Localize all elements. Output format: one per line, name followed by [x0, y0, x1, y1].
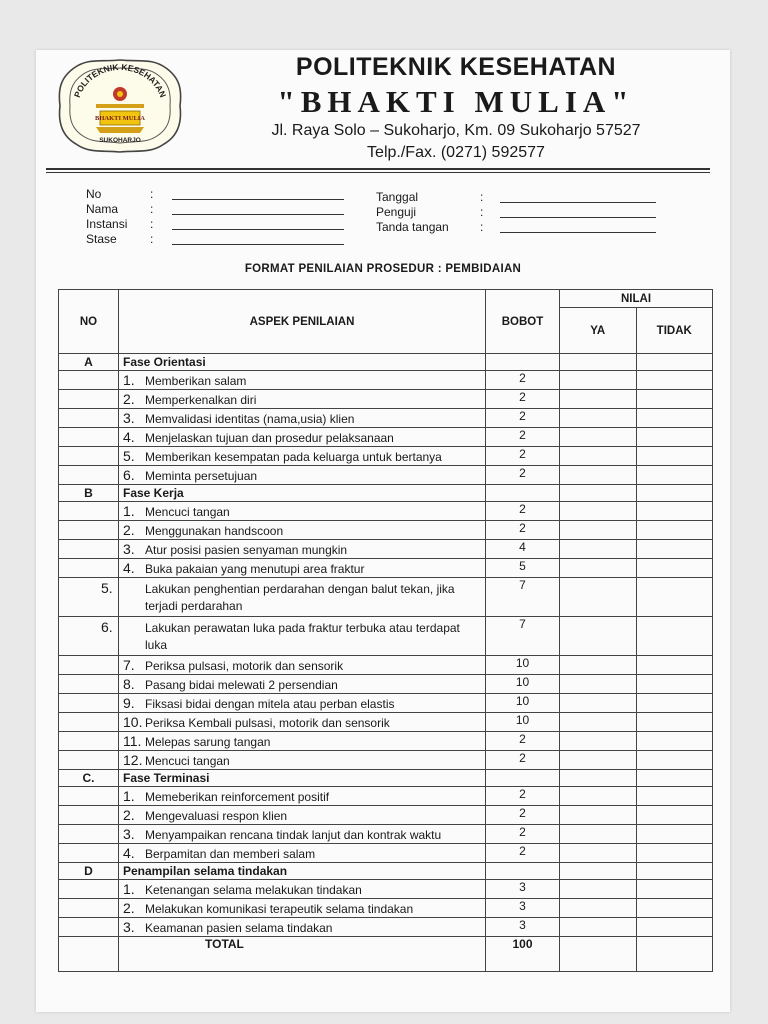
item-bobot: 2	[486, 409, 560, 428]
institution-phone: Telp./Fax. (0271) 592577	[367, 144, 545, 161]
item-bobot: 2	[486, 732, 560, 751]
item-row	[59, 918, 713, 937]
item-row	[59, 578, 713, 617]
item-text: Memberikan salam	[145, 374, 247, 388]
ya-cell[interactable]	[560, 466, 637, 485]
item-number: 3.	[123, 919, 135, 935]
section-bobot-cell	[486, 354, 560, 371]
total-label: TOTAL	[119, 937, 486, 972]
item-text: Menggunakan handscoon	[145, 524, 284, 538]
ya-cell[interactable]	[560, 428, 637, 447]
item-text: Berpamitan dan memberi salam	[145, 847, 316, 861]
tidak-cell[interactable]	[636, 844, 713, 863]
item-number: 11.	[123, 733, 142, 749]
item-text: Memperkenalkan diri	[145, 393, 257, 407]
item-bobot: 2	[486, 502, 560, 521]
tidak-cell[interactable]	[636, 770, 713, 787]
ya-cell[interactable]	[560, 559, 637, 578]
tidak-cell[interactable]	[636, 466, 713, 485]
header-divider	[46, 168, 710, 170]
item-number: 1.	[123, 881, 135, 897]
logo-arc-text: POLITEKNIK KESEHATAN	[71, 61, 169, 99]
tidak-cell[interactable]	[636, 502, 713, 521]
item-aspek-cell	[119, 428, 486, 447]
item-bobot: 2	[486, 825, 560, 844]
item-no-cell	[59, 880, 119, 899]
item-no-cell	[59, 918, 119, 937]
item-no-cell	[59, 732, 119, 751]
item-no-cell	[59, 390, 119, 409]
item-number: 3.	[123, 826, 135, 842]
item-no-cell	[59, 447, 119, 466]
item-text: Menjelaskan tujuan dan prosedur pelaksanaan	[145, 431, 394, 445]
item-no-cell	[59, 806, 119, 825]
ya-cell[interactable]	[560, 713, 637, 732]
item-no-cell	[59, 540, 119, 559]
institution-title: POLITEKNIK KESEHATAN	[295, 53, 617, 81]
item-no-cell	[59, 371, 119, 390]
item-bobot: 2	[486, 428, 560, 447]
item-text: Meminta persetujuan	[145, 469, 258, 483]
ya-cell[interactable]	[560, 447, 637, 466]
item-text: Ketenangan selama melakukan tindakan	[145, 883, 362, 897]
item-bobot: 2	[486, 466, 560, 485]
item-aspek-cell	[119, 825, 486, 844]
item-bobot: 7	[486, 578, 560, 617]
item-row	[59, 409, 713, 428]
header-ya: YA	[560, 308, 637, 354]
logo-bottom-text: SUKOHARJO	[99, 137, 141, 144]
item-text: Fiksasi bidai dengan mitela atau perban elastis	[145, 697, 395, 711]
ya-cell[interactable]	[560, 751, 637, 770]
tidak-cell[interactable]	[636, 354, 713, 371]
item-bobot: 5	[486, 559, 560, 578]
section-row	[59, 354, 713, 371]
ya-cell[interactable]	[560, 617, 637, 656]
item-no-cell	[59, 559, 119, 578]
item-bobot: 2	[486, 844, 560, 863]
ya-cell[interactable]	[560, 390, 637, 409]
tidak-cell[interactable]	[636, 656, 713, 675]
tidak-cell[interactable]	[636, 787, 713, 806]
item-aspek-cell	[119, 540, 486, 559]
item-aspek-cell	[119, 844, 486, 863]
tidak-cell[interactable]	[636, 559, 713, 578]
tidak-cell[interactable]	[636, 899, 713, 918]
item-bobot: 2	[486, 447, 560, 466]
ya-cell[interactable]	[560, 371, 637, 390]
item-aspek-cell	[119, 806, 486, 825]
item-row	[59, 540, 713, 559]
item-number: 1.	[123, 788, 135, 804]
item-bobot: 4	[486, 540, 560, 559]
ya-cell[interactable]	[560, 409, 637, 428]
tidak-cell[interactable]	[636, 540, 713, 559]
tidak-cell[interactable]	[636, 428, 713, 447]
item-row	[59, 617, 713, 656]
item-number: 3.	[123, 541, 135, 557]
item-row	[59, 825, 713, 844]
field-tanda-tangan[interactable]: Tanda tangan :	[376, 220, 666, 235]
ya-cell[interactable]	[560, 899, 637, 918]
item-number: 2.	[123, 807, 135, 823]
field-tanggal[interactable]: Tanggal :	[376, 190, 666, 205]
item-text: Mengevaluasi respon klien	[145, 809, 288, 823]
item-number: 3.	[123, 410, 135, 426]
item-text: Atur posisi pasien senyaman mungkin	[145, 543, 348, 557]
item-row	[59, 656, 713, 675]
item-aspek-cell	[119, 899, 486, 918]
item-text: Mencuci tangan	[145, 505, 230, 519]
assessment-body	[59, 354, 713, 972]
section-bobot-cell	[486, 863, 560, 880]
item-row	[59, 880, 713, 899]
item-no-cell	[59, 899, 119, 918]
ya-cell[interactable]	[560, 675, 637, 694]
section-title: Penampilan selama tindakan	[119, 863, 486, 880]
tidak-cell[interactable]	[636, 447, 713, 466]
section-row	[59, 770, 713, 787]
item-no-cell	[59, 675, 119, 694]
logo-center-text: BHAKTI MULIA	[94, 115, 146, 122]
section-title: Fase Terminasi	[119, 770, 486, 787]
header-aspek: ASPEK PENILAIAN	[119, 290, 486, 354]
item-aspek-cell	[119, 447, 486, 466]
tidak-cell[interactable]	[636, 880, 713, 899]
item-aspek-cell	[119, 371, 486, 390]
item-number: 1.	[123, 503, 135, 519]
total-row	[59, 937, 713, 972]
item-number: 2.	[123, 391, 135, 407]
item-text: Menyampaikan rencana tindak lanjut dan kontrak waktu	[145, 828, 442, 842]
item-number: 10.	[123, 714, 143, 730]
item-no-cell	[59, 844, 119, 863]
form-title: FORMAT PENILAIAN PROSEDUR : PEMBIDAIAN	[244, 263, 522, 275]
section-row	[59, 485, 713, 502]
tidak-cell[interactable]	[636, 751, 713, 770]
item-aspek-cell	[119, 466, 486, 485]
section-title: Fase Kerja	[119, 485, 486, 502]
item-aspek-cell	[119, 521, 486, 540]
item-number: 1.	[123, 372, 135, 388]
item-number: 5.	[101, 579, 113, 596]
item-row	[59, 390, 713, 409]
item-no-cell	[59, 502, 119, 521]
item-bobot: 2	[486, 521, 560, 540]
item-row	[59, 751, 713, 770]
section-bobot-cell	[486, 770, 560, 787]
ya-cell[interactable]	[560, 825, 637, 844]
item-number: 4.	[123, 560, 135, 576]
item-no-cell	[59, 713, 119, 732]
item-text: Lakukan perawatan luka pada fraktur terbuka atau terdapat luka	[145, 620, 460, 652]
item-aspek-cell	[119, 713, 486, 732]
item-no-cell	[59, 409, 119, 428]
assessment-sheet	[36, 50, 730, 1012]
item-aspek-cell	[119, 675, 486, 694]
institution-address: Jl. Raya Solo – Sukoharjo, Km. 09 Sukoharjo 57527	[271, 122, 641, 139]
tidak-cell[interactable]	[636, 825, 713, 844]
header-nilai: NILAI	[560, 290, 713, 308]
section-code: D	[59, 863, 119, 880]
item-aspek-cell	[101, 617, 486, 656]
item-row	[59, 732, 713, 751]
item-no-cell	[59, 694, 119, 713]
item-number: 7.	[123, 657, 135, 673]
item-no-cell	[59, 428, 119, 447]
item-row	[59, 502, 713, 521]
section-code: A	[59, 354, 119, 371]
item-no-cell	[59, 751, 119, 770]
item-number: 5.	[123, 448, 135, 464]
tidak-cell[interactable]	[636, 409, 713, 428]
tidak-cell[interactable]	[636, 617, 713, 656]
item-bobot: 2	[486, 751, 560, 770]
item-text: Buka pakaian yang menutupi area fraktur	[145, 562, 365, 576]
item-text: Melakukan komunikasi terapeutik selama tindakan	[145, 902, 414, 916]
item-bobot: 2	[486, 787, 560, 806]
ya-cell[interactable]	[560, 806, 637, 825]
item-text: Periksa pulsasi, motorik dan sensorik	[145, 659, 344, 673]
item-aspek-cell	[119, 409, 486, 428]
item-bobot: 2	[486, 806, 560, 825]
ya-cell[interactable]	[560, 540, 637, 559]
header-bobot: BOBOT	[486, 290, 560, 354]
ya-cell[interactable]	[560, 770, 637, 787]
item-row	[59, 371, 713, 390]
tidak-cell[interactable]	[636, 578, 713, 617]
item-aspek-cell	[119, 390, 486, 409]
item-text: Keamanan pasien selama tindakan	[145, 921, 333, 935]
ya-cell[interactable]	[560, 485, 637, 502]
item-row	[59, 675, 713, 694]
item-number: 4.	[123, 429, 135, 445]
header-divider-thin	[46, 172, 710, 173]
tidak-cell[interactable]	[636, 521, 713, 540]
item-number: 2.	[123, 900, 135, 916]
item-no-cell	[59, 521, 119, 540]
ya-cell[interactable]	[560, 354, 637, 371]
item-number: 12.	[123, 752, 143, 768]
item-aspek-cell	[119, 656, 486, 675]
item-bobot: 10	[486, 656, 560, 675]
item-bobot: 10	[486, 675, 560, 694]
item-row	[59, 559, 713, 578]
ya-cell[interactable]	[560, 656, 637, 675]
ya-cell[interactable]	[560, 502, 637, 521]
tidak-cell[interactable]	[636, 390, 713, 409]
item-aspek-cell	[101, 578, 486, 617]
item-aspek-cell	[119, 751, 486, 770]
field-instansi[interactable]: Instansi :	[86, 217, 348, 232]
ya-cell[interactable]	[560, 732, 637, 751]
item-aspek-cell	[119, 787, 486, 806]
item-bobot: 3	[486, 918, 560, 937]
item-number: 6.	[123, 467, 135, 483]
item-number: 8.	[123, 676, 135, 692]
item-bobot: 10	[486, 713, 560, 732]
ya-cell[interactable]	[560, 694, 637, 713]
institution-logo	[56, 56, 184, 156]
item-text: Mencuci tangan	[145, 754, 230, 768]
item-aspek-cell	[119, 732, 486, 751]
item-bobot: 3	[486, 899, 560, 918]
item-text: Melepas sarung tangan	[145, 735, 271, 749]
item-text: Pasang bidai melewati 2 persendian	[145, 678, 338, 692]
item-number: 4.	[123, 845, 135, 861]
item-number: 9.	[123, 695, 135, 711]
ya-cell[interactable]	[560, 844, 637, 863]
assessment-table	[58, 289, 713, 972]
item-number: 6.	[101, 618, 113, 635]
total-tidak-cell[interactable]	[636, 937, 713, 972]
tidak-cell[interactable]	[636, 371, 713, 390]
item-aspek-cell	[119, 559, 486, 578]
section-row	[59, 863, 713, 880]
section-code: B	[59, 485, 119, 502]
field-nama[interactable]: Nama :	[86, 202, 348, 217]
tidak-cell[interactable]	[636, 675, 713, 694]
section-code: C.	[59, 770, 119, 787]
item-row	[59, 806, 713, 825]
item-aspek-cell	[119, 502, 486, 521]
ya-cell[interactable]	[560, 787, 637, 806]
item-row	[59, 466, 713, 485]
total-no-cell	[59, 937, 119, 972]
item-text: Periksa Kembali pulsasi, motorik dan sensorik	[145, 716, 390, 730]
institution-name: "BHAKTI MULIA"	[277, 84, 635, 119]
item-row	[59, 521, 713, 540]
item-no-cell	[59, 656, 119, 675]
item-aspek-cell	[119, 918, 486, 937]
item-text: Lakukan penghentian perdarahan dengan balut tekan, jika terjadi perdarahan	[145, 581, 455, 613]
section-bobot-cell	[486, 485, 560, 502]
item-text: Memberikan kesempatan pada keluarga untuk bertanya	[145, 450, 442, 464]
item-text: Memvalidasi identitas (nama,usia) klien	[145, 412, 355, 426]
total-value: 100	[486, 937, 560, 972]
section-title: Fase Orientasi	[119, 354, 486, 371]
field-stase[interactable]: Stase :	[86, 232, 348, 247]
tidak-cell[interactable]	[636, 694, 713, 713]
item-row	[59, 713, 713, 732]
field-penguji[interactable]: Penguji :	[376, 205, 666, 220]
item-bobot: 7	[486, 617, 560, 656]
ya-cell[interactable]	[560, 521, 637, 540]
item-row	[59, 787, 713, 806]
item-bobot: 2	[486, 371, 560, 390]
tidak-cell[interactable]	[636, 806, 713, 825]
item-aspek-cell	[119, 880, 486, 899]
item-no-cell	[59, 825, 119, 844]
item-number: 2.	[123, 522, 135, 538]
item-bobot: 2	[486, 390, 560, 409]
header-tidak: TIDAK	[636, 308, 713, 354]
item-row	[59, 447, 713, 466]
item-row	[59, 428, 713, 447]
tidak-cell[interactable]	[636, 485, 713, 502]
ya-cell[interactable]	[560, 880, 637, 899]
header-no: NO	[59, 290, 119, 354]
item-no-cell	[59, 466, 119, 485]
field-no[interactable]: No :	[86, 187, 348, 202]
total-ya-cell[interactable]	[560, 937, 637, 972]
item-bobot: 3	[486, 880, 560, 899]
item-row	[59, 899, 713, 918]
tidak-cell[interactable]	[636, 863, 713, 880]
item-text: Memeberikan reinforcement positif	[145, 790, 330, 804]
item-row	[59, 694, 713, 713]
item-no-cell	[59, 787, 119, 806]
tidak-cell[interactable]	[636, 918, 713, 937]
ya-cell[interactable]	[560, 863, 637, 880]
item-bobot: 10	[486, 694, 560, 713]
item-aspek-cell	[119, 694, 486, 713]
ya-cell[interactable]	[560, 918, 637, 937]
item-row	[59, 844, 713, 863]
ya-cell[interactable]	[560, 578, 637, 617]
tidak-cell[interactable]	[636, 732, 713, 751]
tidak-cell[interactable]	[636, 713, 713, 732]
